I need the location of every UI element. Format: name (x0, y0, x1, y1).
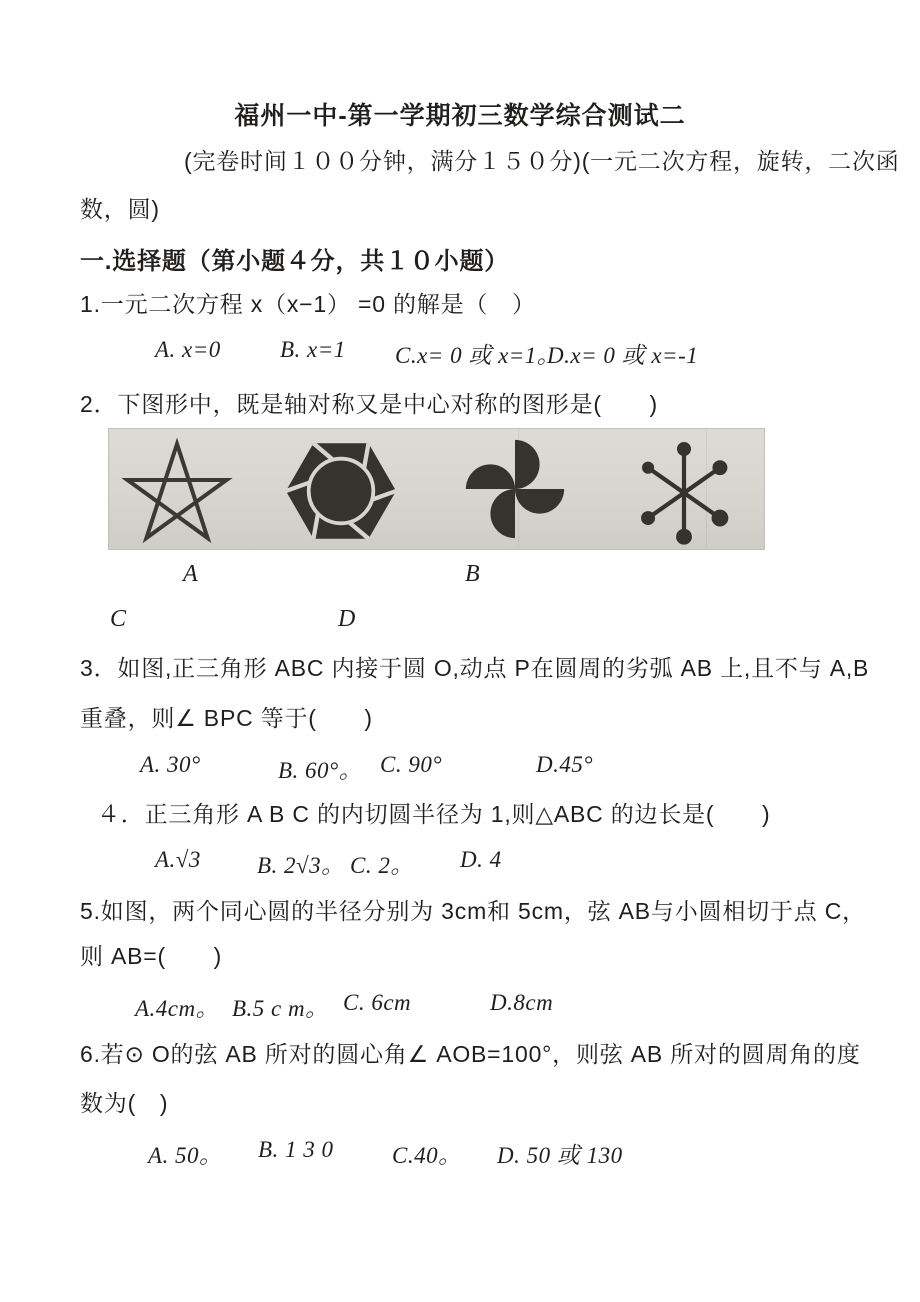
q4-option-a: A.√3 (155, 847, 201, 872)
question-1-options-row (0, 337, 920, 369)
question-4-options-row (0, 847, 920, 879)
question-6-text-line1: 6.若⊙ O的弦 AB 所对的圆心角∠ AOB=100°，则弦 AB 所对的圆周角的度 (80, 1041, 861, 1067)
figure-label-d: D (338, 606, 356, 632)
question-5-options-row (0, 990, 920, 1022)
q1-option-c: C.x= 0 或 x=1。 (395, 343, 561, 368)
question-1-text: 1.一元二次方程 x（x−1） =0 的解是（ ） (80, 291, 536, 317)
aperture-hexagon-figure (279, 434, 403, 548)
question-4-text: ４．正三角形 A B C 的内切圆半径为 1,则△ABC 的边长是( ) (97, 801, 771, 827)
exam-subtitle-line2: 数，圆) (80, 196, 160, 222)
figure-label-c: C (110, 606, 127, 632)
q1-option-a: A. x=0 (155, 337, 221, 362)
question-3-text-line1: 3．如图,正三角形 ABC 内接于圆 O,动点 P在圆周的劣弧 AB 上,且不与 A,B (80, 655, 870, 681)
q4-option-d: D. 4 (460, 847, 502, 872)
figure-labels-row-1 (0, 561, 920, 593)
section-1-heading: 一.选择题（第小题４分，共１０小题） (80, 248, 510, 275)
q3-option-c: C. 90° (380, 752, 443, 777)
q3-option-d: D.45° (536, 752, 594, 777)
exam-title: 福州一中-第一学期初三数学综合测试二 (234, 102, 686, 130)
q4-option-b: B. 2√3。 (257, 853, 345, 878)
six-arm-asterisk-figure (621, 435, 747, 547)
q1-option-d: D.x= 0 或 x=-1 (547, 343, 699, 368)
figure-label-b: B (465, 561, 480, 587)
figure-labels-row-2 (0, 606, 920, 638)
q5-option-a: A.4cm。 (135, 996, 220, 1021)
question-3-text-line2: 重叠，则∠ BPC 等于( ) (80, 705, 373, 731)
q5-option-d: D.8cm (490, 990, 554, 1015)
q5-option-c: C. 6cm (343, 990, 412, 1015)
question-6-text-line2: 数为( ) (80, 1090, 169, 1116)
question-5-text-line1: 5.如图，两个同心圆的半径分别为 3cm和 5cm，弦 AB与小圆相切于点 C， (80, 898, 866, 924)
exam-subtitle-line1: (完卷时间１００分钟，满分１５０分)(一元二次方程，旋转，二次函 (184, 148, 900, 174)
q3-option-a: A. 30° (140, 752, 201, 777)
q5-option-b: B.5 c m。 (232, 996, 329, 1021)
pinwheel-figure (461, 437, 569, 541)
q6-option-c: C.40。 (392, 1143, 462, 1168)
question-2-figure-strip (108, 428, 765, 550)
question-5-text-line2: 则 AB=( ) (80, 943, 223, 969)
question-3-options-row (0, 752, 920, 784)
pentagram-star-figure (117, 436, 237, 544)
q6-option-d: D. 50 或 130 (497, 1143, 623, 1168)
figure-label-a: A (183, 561, 198, 587)
question-2-text: 2．下图形中，既是轴对称又是中心对称的图形是( ) (80, 391, 658, 417)
question-6-options-row (0, 1137, 920, 1169)
q3-option-b: B. 60°。 (278, 758, 363, 783)
q6-option-a: A. 50。 (148, 1143, 223, 1168)
q6-option-b: B. 1 3 0 (258, 1137, 334, 1162)
q4-option-c: C. 2。 (350, 853, 414, 878)
q1-option-b: B. x=1 (280, 337, 346, 362)
